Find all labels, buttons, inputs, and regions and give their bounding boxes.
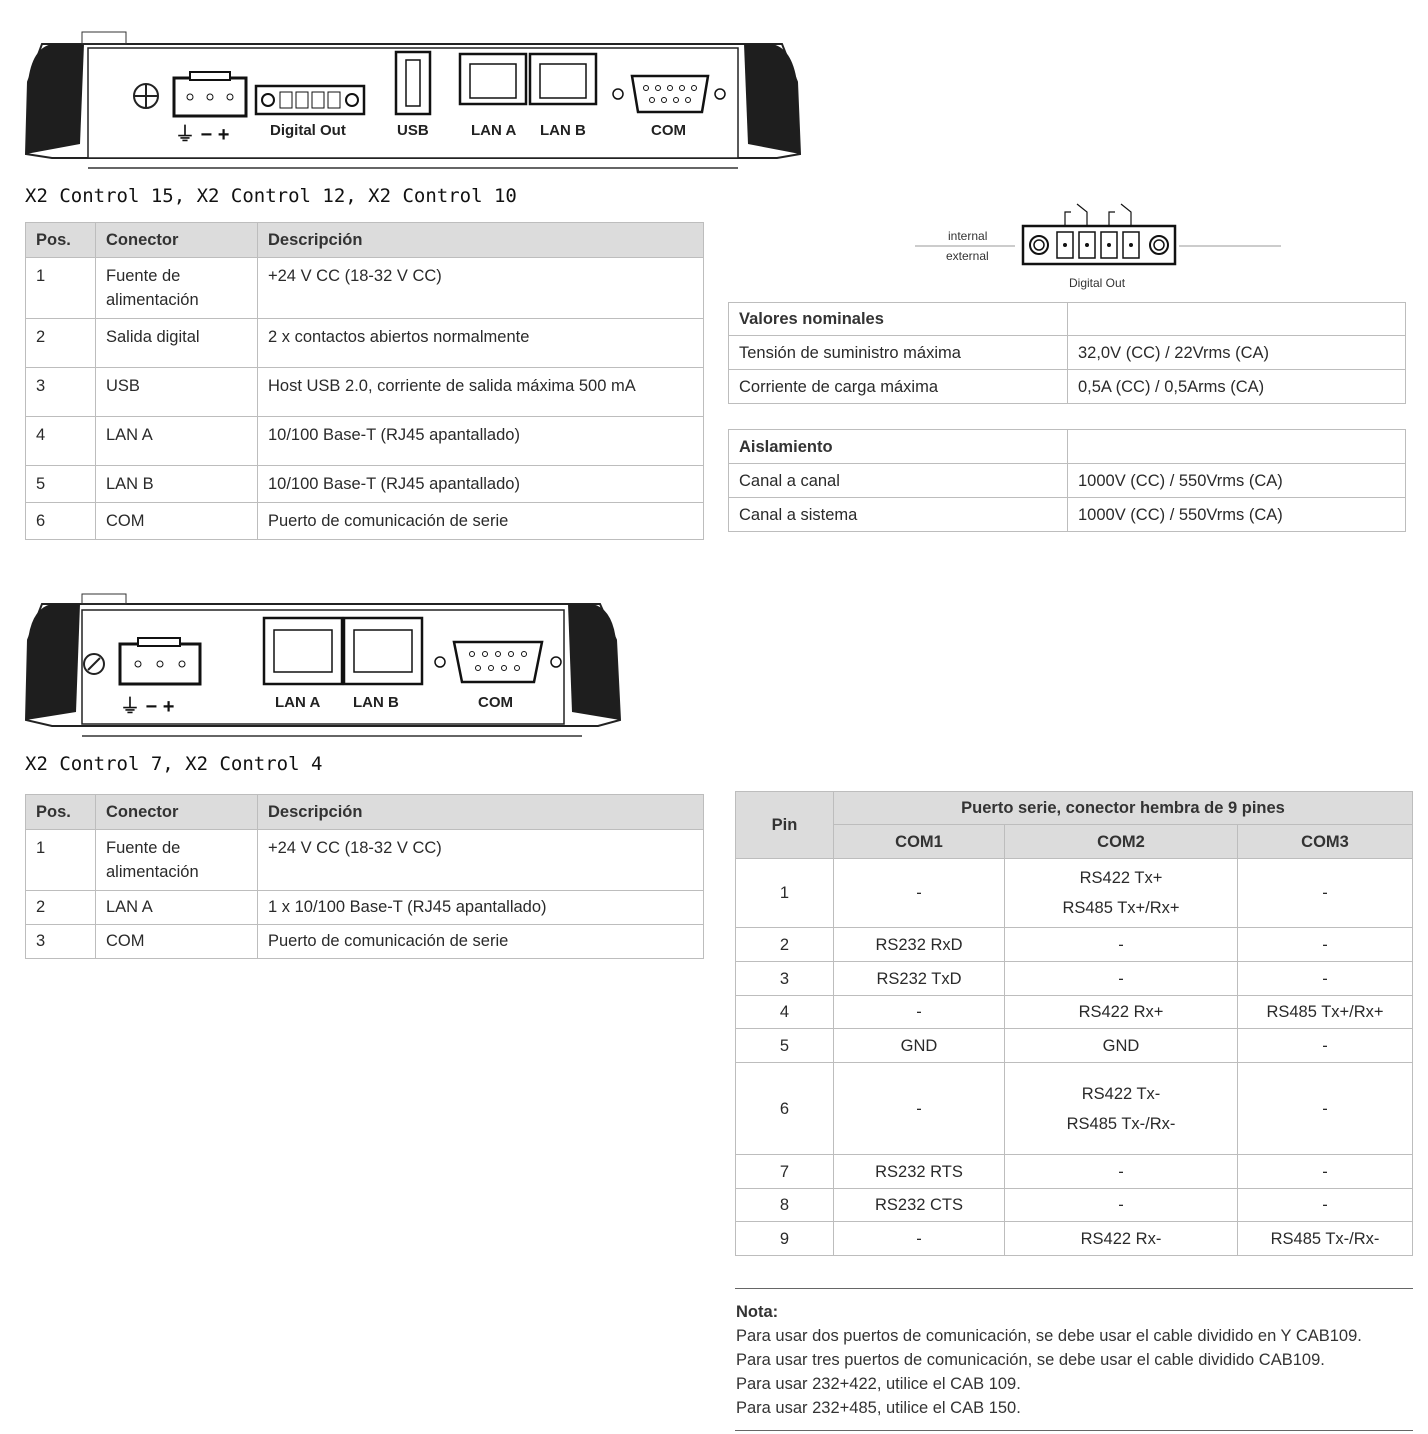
nota-block bbox=[736, 1300, 1412, 1420]
cell: Corriente de carga máxima bbox=[729, 370, 1068, 404]
cell: 6 bbox=[26, 503, 96, 540]
ground-symbol-label-top: ⏚ − + bbox=[175, 124, 230, 146]
cell bbox=[1068, 430, 1406, 464]
cell: Puerto de comunicación de serie bbox=[258, 925, 704, 959]
table-row bbox=[729, 464, 1406, 498]
label-com-top: COM bbox=[651, 122, 686, 139]
label-usb-top: USB bbox=[397, 122, 429, 139]
label-lan-a-top: LAN A bbox=[471, 122, 517, 139]
th-com3: COM3 bbox=[1238, 825, 1413, 859]
table-row bbox=[736, 1063, 1413, 1155]
cell: RS232 TxD bbox=[834, 962, 1005, 996]
table-row bbox=[736, 996, 1413, 1029]
table-row bbox=[736, 928, 1413, 962]
table-row bbox=[26, 925, 704, 959]
table-row bbox=[26, 891, 704, 925]
label-lan-b-top: LAN B bbox=[540, 122, 586, 139]
table-row bbox=[736, 1029, 1413, 1063]
cell: Fuente de alimentación bbox=[96, 830, 258, 891]
table-row bbox=[26, 319, 704, 368]
cell: RS232 RTS bbox=[834, 1155, 1005, 1189]
cell: 2 bbox=[736, 928, 834, 962]
cell: GND bbox=[834, 1029, 1005, 1063]
cell: - bbox=[834, 1222, 1005, 1256]
cell: 1000V (CC) / 550Vrms (CA) bbox=[1068, 464, 1406, 498]
valores-title: Valores nominales bbox=[729, 303, 1068, 336]
nota-top-rule bbox=[735, 1288, 1413, 1289]
table-row bbox=[736, 1222, 1413, 1256]
cell: +24 V CC (18-32 V CC) bbox=[258, 258, 704, 319]
connector-table-bottom bbox=[25, 794, 704, 959]
cell: RS422 Rx- bbox=[1005, 1222, 1238, 1256]
cell: 3 bbox=[736, 962, 834, 996]
cell-line: RS422 Tx- bbox=[1081, 1084, 1161, 1103]
cell: 9 bbox=[736, 1222, 834, 1256]
th-conector: Conector bbox=[96, 795, 258, 830]
cell: - bbox=[834, 859, 1005, 928]
cell: 4 bbox=[736, 996, 834, 1029]
cell: 1 bbox=[736, 859, 834, 928]
table-row bbox=[26, 466, 704, 503]
cell: Canal a canal bbox=[729, 464, 1068, 498]
th-pos: Pos. bbox=[26, 795, 96, 830]
cell: RS232 RxD bbox=[834, 928, 1005, 962]
cell: 10/100 Base-T (RJ45 apantallado) bbox=[258, 417, 704, 466]
cell: COM bbox=[96, 925, 258, 959]
cell: 3 bbox=[26, 368, 96, 417]
cell: LAN B bbox=[96, 466, 258, 503]
diagram-label-internal: internal bbox=[948, 229, 988, 243]
cell: - bbox=[1238, 859, 1413, 928]
cell: 0,5A (CC) / 0,5Arms (CA) bbox=[1068, 370, 1406, 404]
cell: RS485 Tx-/Rx- bbox=[1238, 1222, 1413, 1256]
cell: +24 V CC (18-32 V CC) bbox=[258, 830, 704, 891]
aislamiento-table bbox=[728, 429, 1406, 532]
diagram-label-external: external bbox=[946, 249, 989, 263]
cell: 4 bbox=[26, 417, 96, 466]
cell: 2 bbox=[26, 319, 96, 368]
label-com-bottom: COM bbox=[478, 694, 513, 711]
table-row bbox=[736, 962, 1413, 996]
cell: 2 x contactos abiertos normalmente bbox=[258, 319, 704, 368]
cell: 6 bbox=[736, 1063, 834, 1155]
th-pin: Pin bbox=[736, 792, 834, 859]
th-descripcion: Descripción bbox=[258, 795, 704, 830]
cell bbox=[1005, 859, 1238, 928]
cell-line: RS422 Tx+ bbox=[1079, 869, 1163, 887]
nota-bottom-rule bbox=[735, 1430, 1413, 1431]
table-row bbox=[729, 498, 1406, 532]
nota-line: Para usar 232+422, utilice el CAB 109. bbox=[736, 1375, 1021, 1393]
cell: 2 bbox=[26, 891, 96, 925]
table-row bbox=[26, 368, 704, 417]
cell: RS422 Rx+ bbox=[1005, 996, 1238, 1029]
cell: Canal a sistema bbox=[729, 498, 1068, 532]
cell: - bbox=[1238, 962, 1413, 996]
cell: 1 x 10/100 Base-T (RJ45 apantallado) bbox=[258, 891, 704, 925]
th-com2: COM2 bbox=[1005, 825, 1238, 859]
cell: - bbox=[1238, 1189, 1413, 1222]
nota-title: Nota: bbox=[736, 1303, 779, 1321]
cell: - bbox=[1238, 1063, 1413, 1155]
cell: RS485 Tx+/Rx+ bbox=[1238, 996, 1413, 1029]
table-row bbox=[26, 417, 704, 466]
cell: - bbox=[1238, 928, 1413, 962]
cell: - bbox=[1238, 1155, 1413, 1189]
nota-line: Para usar 232+485, utilice el CAB 150. bbox=[736, 1399, 1021, 1417]
serial-pin-table bbox=[735, 791, 1413, 1256]
table-row bbox=[736, 859, 1413, 928]
cell: 7 bbox=[736, 1155, 834, 1189]
cell: 10/100 Base-T (RJ45 apantallado) bbox=[258, 466, 704, 503]
cell: 1 bbox=[26, 830, 96, 891]
table-row bbox=[26, 258, 704, 319]
table-row bbox=[736, 1189, 1413, 1222]
cell: - bbox=[1238, 1029, 1413, 1063]
cell: 8 bbox=[736, 1189, 834, 1222]
label-digital-out-top: Digital Out bbox=[270, 122, 346, 139]
cell: LAN A bbox=[96, 417, 258, 466]
cell: Fuente de alimentación bbox=[96, 258, 258, 319]
table-row bbox=[26, 830, 704, 891]
cell: - bbox=[1005, 962, 1238, 996]
cell: COM bbox=[96, 503, 258, 540]
cell-line: RS485 Tx+/Rx+ bbox=[1062, 899, 1180, 917]
cell: Host USB 2.0, corriente de salida máxima 500 mA bbox=[258, 368, 704, 417]
cell: GND bbox=[1005, 1029, 1238, 1063]
device-top-drawing bbox=[22, 22, 804, 174]
th-puerto-serie: Puerto serie, conector hembra de 9 pines bbox=[834, 792, 1413, 825]
cell: Salida digital bbox=[96, 319, 258, 368]
label-lan-a-bottom: LAN A bbox=[275, 694, 321, 711]
cell bbox=[1068, 303, 1406, 336]
cell: - bbox=[1005, 1155, 1238, 1189]
cell: - bbox=[834, 1063, 1005, 1155]
cell: LAN A bbox=[96, 891, 258, 925]
cell: RS232 CTS bbox=[834, 1189, 1005, 1222]
nota-line: Para usar tres puertos de comunicación, se debe usar el cable dividido CAB109. bbox=[736, 1351, 1325, 1369]
cell: - bbox=[834, 996, 1005, 1029]
cell: - bbox=[1005, 1189, 1238, 1222]
cell: 5 bbox=[26, 466, 96, 503]
cell: - bbox=[1005, 928, 1238, 962]
aislamiento-title: Aislamiento bbox=[729, 430, 1068, 464]
device-bottom-drawing bbox=[22, 590, 626, 742]
caption-bottom-models: X2 Control 7, X2 Control 4 bbox=[25, 753, 323, 775]
cell: 3 bbox=[26, 925, 96, 959]
cell: USB bbox=[96, 368, 258, 417]
nota-line: Para usar dos puertos de comunicación, se debe usar el cable dividido en Y CAB109. bbox=[736, 1327, 1362, 1345]
ground-symbol-label-bottom: ⏚ − + bbox=[120, 696, 175, 718]
th-descripcion: Descripción bbox=[258, 223, 704, 258]
th-conector: Conector bbox=[96, 223, 258, 258]
table-row bbox=[729, 336, 1406, 370]
cell: Puerto de comunicación de serie bbox=[258, 503, 704, 540]
cell: 32,0V (CC) / 22Vrms (CA) bbox=[1068, 336, 1406, 370]
caption-top-models: X2 Control 15, X2 Control 12, X2 Control 10 bbox=[25, 185, 517, 207]
cell: Tensión de suministro máxima bbox=[729, 336, 1068, 370]
table-row bbox=[736, 1155, 1413, 1189]
cell: 1 bbox=[26, 258, 96, 319]
cell bbox=[1005, 1063, 1238, 1155]
th-com1: COM1 bbox=[834, 825, 1005, 859]
cell: 5 bbox=[736, 1029, 834, 1063]
cell-line: RS485 Tx-/Rx- bbox=[1066, 1114, 1176, 1133]
diagram-label-digital-out: Digital Out bbox=[1069, 276, 1126, 290]
cell: 1000V (CC) / 550Vrms (CA) bbox=[1068, 498, 1406, 532]
label-lan-b-bottom: LAN B bbox=[353, 694, 399, 711]
table-row bbox=[26, 503, 704, 540]
th-pos: Pos. bbox=[26, 223, 96, 258]
table-row bbox=[729, 370, 1406, 404]
connector-table-top bbox=[25, 222, 704, 540]
valores-nominales-table bbox=[728, 302, 1406, 404]
